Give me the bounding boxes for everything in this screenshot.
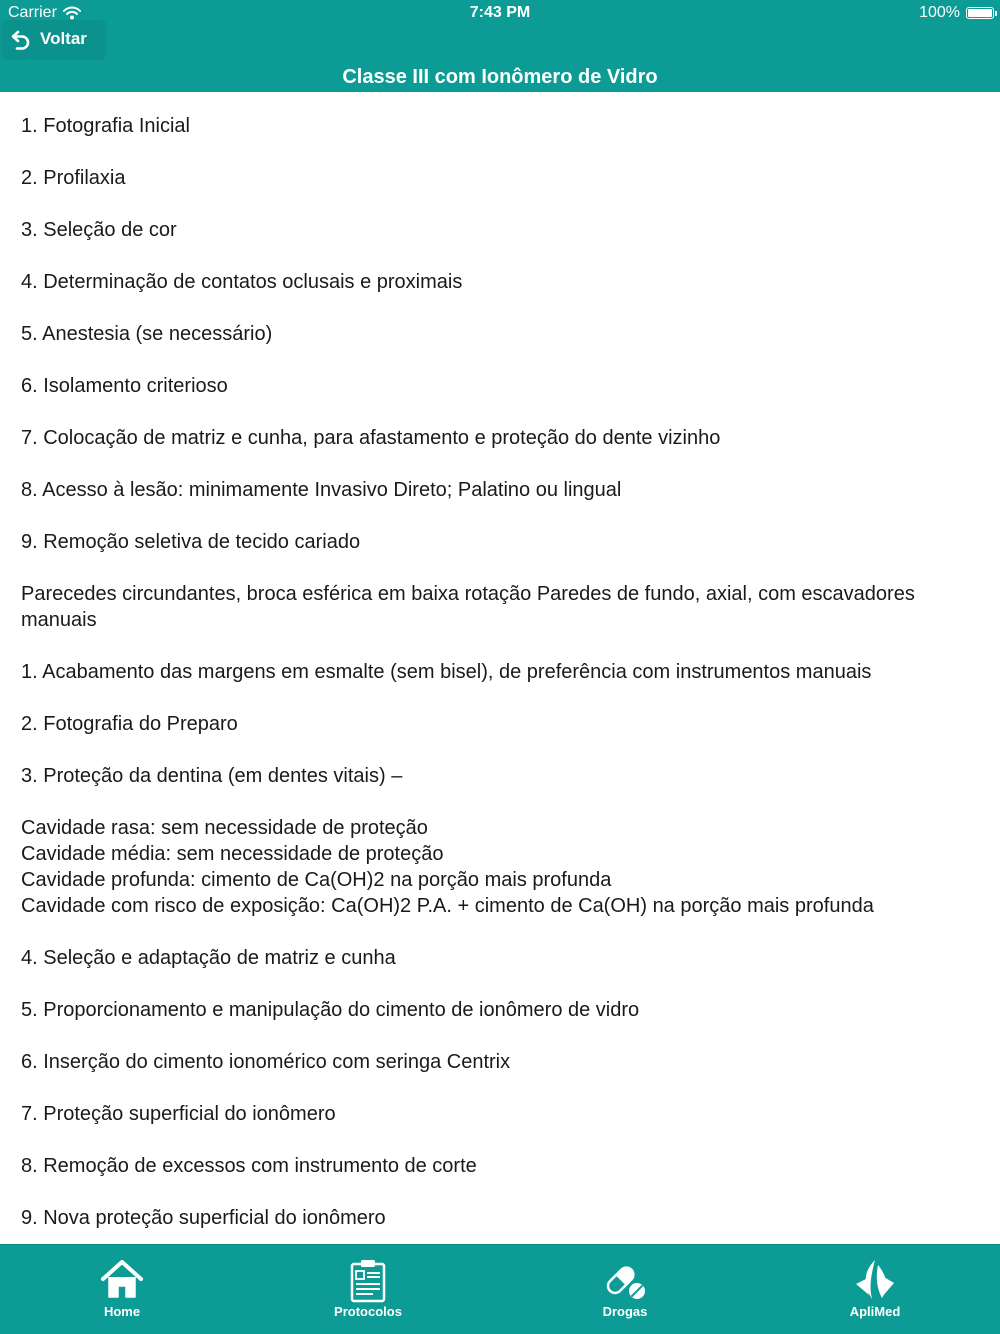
- cavity-item: Cavidade profunda: cimento de Ca(OH)2 na porção mais profunda: [21, 869, 612, 891]
- page-title: Classe III com Ionômero de Vidro: [342, 66, 658, 88]
- tab-protocolos[interactable]: [298, 1245, 438, 1334]
- list-item: 8. Remoção de excessos com instrumento de corte: [21, 1155, 477, 1177]
- tab-drogas[interactable]: [555, 1245, 695, 1334]
- clock: 7:43 PM: [469, 4, 531, 21]
- battery-icon: [966, 7, 994, 19]
- back-arrow-icon: [10, 28, 32, 50]
- tab-aplimed[interactable]: [805, 1245, 945, 1334]
- carrier-label: Carrier: [8, 4, 57, 21]
- cavity-list: [21, 815, 979, 919]
- battery-fill: [968, 9, 992, 17]
- tab-bar: [0, 1244, 1000, 1334]
- header: [0, 0, 1000, 92]
- list-item: 3. Proteção da dentina (em dentes vitais) –: [21, 765, 403, 787]
- list-item: 3. Seleção de cor: [21, 219, 177, 241]
- list-item: 7. Colocação de matriz e cunha, para afastamento e proteção do dente vizinho: [21, 427, 721, 449]
- battery-status: [919, 4, 994, 22]
- list-item: 5. Proporcionamento e manipulação do cimento de ionômero de vidro: [21, 999, 640, 1021]
- status-bar: [0, 0, 1000, 28]
- home-icon: [99, 1257, 145, 1303]
- tab-home[interactable]: [52, 1245, 192, 1334]
- pills-icon: [602, 1257, 648, 1303]
- protocol-content: [21, 113, 979, 1257]
- cavity-item: Cavidade média: sem necessidade de proteção: [21, 843, 444, 865]
- list-item: 9. Remoção seletiva de tecido cariado: [21, 531, 361, 553]
- cavity-item: Cavidade rasa: sem necessidade de proteção: [21, 817, 428, 839]
- tab-label: ApliMed: [849, 1304, 901, 1319]
- back-button[interactable]: [2, 20, 106, 58]
- tab-label: Drogas: [602, 1304, 648, 1319]
- tab-label: Protocolos: [334, 1304, 402, 1319]
- list-item: 4. Seleção e adaptação de matriz e cunha: [21, 947, 396, 969]
- list-item: 6. Inserção do cimento ionomérico com seringa Centrix: [21, 1051, 511, 1073]
- battery-percentage: 100%: [919, 4, 960, 21]
- cavity-item: Cavidade com risco de exposição: Ca(OH)2 P.A. + cimento de Ca(OH) na porção mais profunda: [21, 895, 874, 917]
- list-item: 9. Nova proteção superficial do ionômero: [21, 1207, 386, 1229]
- list-item: 6. Isolamento criterioso: [21, 375, 228, 397]
- note-paragraph: Parecedes circundantes, broca esférica em baixa rotação Paredes de fundo, axial, com escavadores manuais: [21, 583, 915, 631]
- aplimed-logo-icon: [852, 1257, 898, 1303]
- clipboard-icon: [345, 1257, 391, 1303]
- list-item: 1. Fotografia Inicial: [21, 115, 190, 137]
- list-item: 7. Proteção superficial do ionômero: [21, 1103, 336, 1125]
- list-item: 2. Fotografia do Preparo: [21, 713, 238, 735]
- list-item: 4. Determinação de contatos oclusais e proximais: [21, 271, 463, 293]
- tab-label: Home: [103, 1304, 141, 1319]
- list-item: 1. Acabamento das margens em esmalte (sem bisel), de preferência com instrumentos manuais: [21, 661, 872, 683]
- list-item: 8. Acesso à lesão: minimamente Invasivo Direto; Palatino ou lingual: [21, 479, 622, 501]
- back-button-label: Voltar: [40, 29, 87, 48]
- list-item: 5. Anestesia (se necessário): [21, 323, 273, 345]
- list-item: 2. Profilaxia: [21, 167, 126, 189]
